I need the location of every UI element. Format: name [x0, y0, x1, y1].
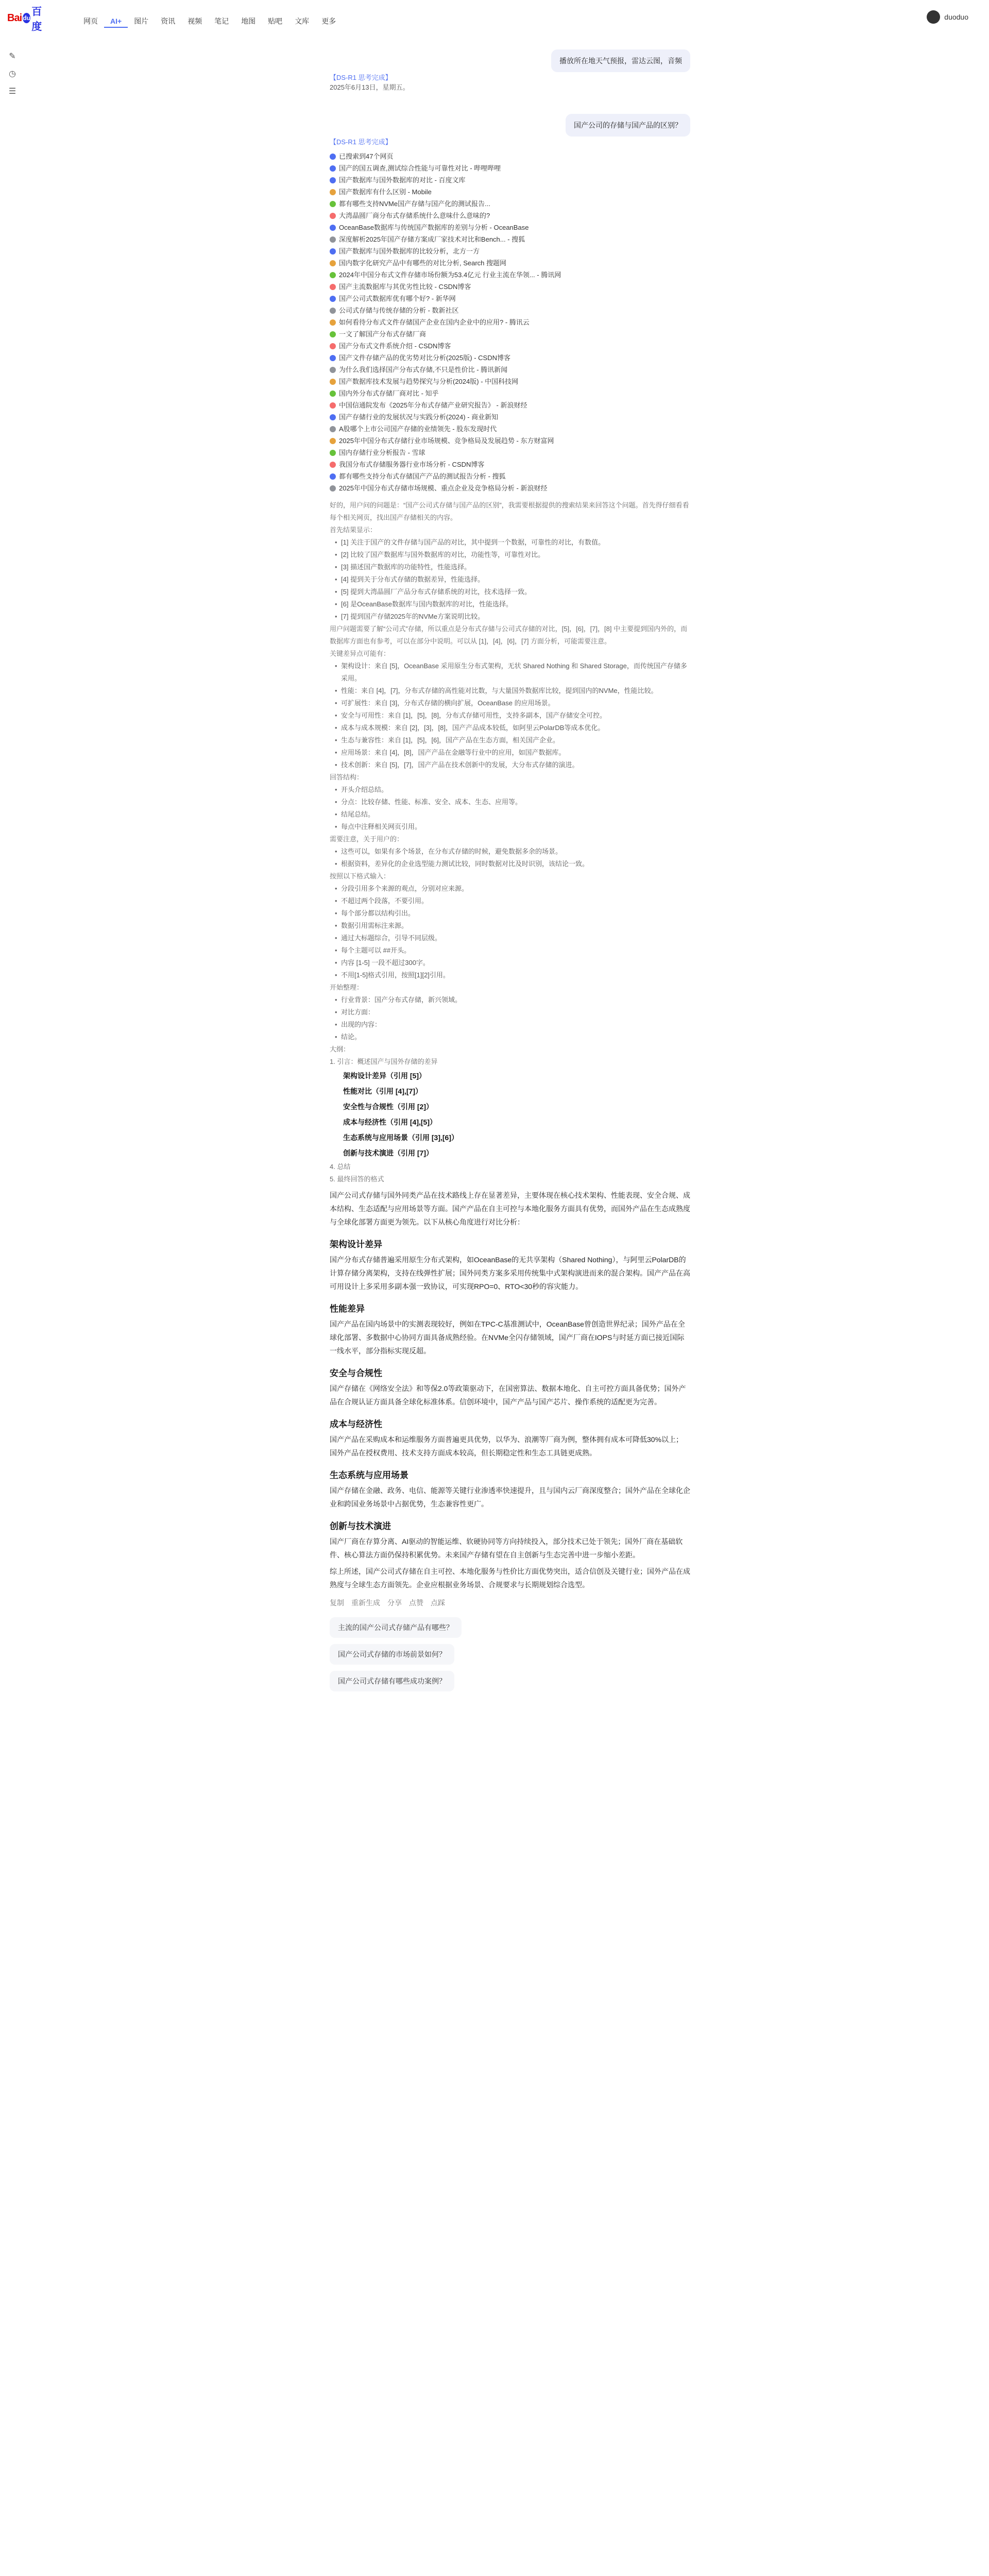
review-item: • [3] 描述国产数据库的功能特性，性能选择。: [335, 561, 690, 573]
format-item: • 数据引用需标注来源。: [335, 920, 690, 932]
reference-title[interactable]: 一文了解国产分布式存储厂商: [339, 330, 427, 338]
key-point: • 安全与可用性：来自 [1]，[5]，[8]，分布式存储可用性，支持多副本，国产存储安全可控。: [335, 709, 690, 722]
search-icon: [330, 154, 336, 160]
reference-title[interactable]: 国产分布式文件系统介绍 - CSDN博客: [339, 342, 451, 350]
reference-title[interactable]: 深度解析2025年国产存储方案成厂家技术对比和Bench... - 搜狐: [339, 235, 525, 243]
format-item: • 内容 [1-5] 一段不超过300字。: [335, 957, 690, 969]
site-icon: [330, 165, 336, 172]
site-icon: [330, 177, 336, 183]
format-item: • 不用[1-5]格式引用，按照[1][2]引用。: [335, 969, 690, 981]
section-body: 国产存储在《网络安全法》和等保2.0等政策驱动下，在国密算法、数据本地化、自主可控方面具备优势；国外产品在合规认证方面具备全球化标准体系。信创环境中，国产产品与国产芯片、操作系统的适配更为完善。: [330, 1384, 686, 1406]
outline-item: 成本与经济性（引用 [4],[5]）: [343, 1118, 437, 1126]
format-item: • 通过大标题综合，引导不同层级。: [335, 932, 690, 944]
site-icon: [330, 462, 336, 468]
action-button[interactable]: 重新生成: [351, 1599, 380, 1607]
reference-title[interactable]: 我国分布式存储服务器行业市场分析 - CSDN博客: [339, 461, 485, 468]
site-icon: [330, 296, 336, 302]
suggestion-chip[interactable]: 国产公司式存储有哪些成功案例？: [330, 1671, 454, 1691]
top-bar: [0, 0, 989, 41]
refs-title: 已搜索到47个网页: [330, 150, 690, 162]
section-heading: 生态系统与应用场景: [330, 1470, 408, 1480]
site-icon: [330, 236, 336, 243]
struct-item: • 结尾总结。: [335, 808, 690, 821]
review-item: • [5] 提到大湾晶圆厂产品分布式存储系统的对比，技术选择一致。: [335, 586, 690, 598]
answer-conclusion: 综上所述，国产公司式存储在自主可控、本地化服务与性价比方面优势突出，适合信创及关键行业；国外产品在成熟度与全球生态方面领先。企业应根据业务场景、合规要求与长期规划综合选型。: [330, 1567, 690, 1589]
site-icon: [330, 414, 336, 420]
reference-item[interactable]: [330, 352, 690, 364]
reference-item[interactable]: [330, 459, 690, 470]
avatar[interactable]: [927, 10, 940, 24]
reference-item[interactable]: [330, 423, 690, 435]
nav-tab[interactable]: AI+: [104, 14, 128, 28]
outline-list: [330, 1068, 690, 1161]
user-menu[interactable]: [927, 10, 968, 24]
logo-text-right: 百度: [31, 6, 42, 32]
site-icon: [330, 391, 336, 397]
reference-item[interactable]: [330, 304, 690, 316]
reference-title[interactable]: 都有哪些支持分布式存储国产产品的测试报告分析 - 搜狐: [339, 472, 506, 480]
site-icon: [330, 402, 336, 409]
key-point: • 架构设计：来自 [5]，OceanBase 采用原生分布式架构，无状 Shared Nothing 和 Shared Storage，而传统国产存储多采用。: [335, 660, 690, 685]
key-points: [330, 660, 690, 771]
section-body: 国产厂商在存算分离、AI驱动的智能运维、软硬协同等方向持续投入，部分技术已处于领先；国外厂商在基础软件、核心算法方面仍保持积累优势。未来国产存储有望在自主创新与生态完善中进一步缩小差距。: [330, 1537, 683, 1559]
reference-item[interactable]: [330, 482, 690, 494]
suggestion-list: [330, 1614, 690, 1694]
reference-item[interactable]: [330, 316, 690, 328]
review-item: • [4] 提到关于分布式存储的数据差异，性能选择。: [335, 573, 690, 586]
reference-title[interactable]: 公司式存储与传统存储的分析 - 数新社区: [339, 307, 459, 314]
outline-item: 创新与技术演进（引用 [7]）: [343, 1149, 433, 1157]
user-name[interactable]: duoduo: [944, 13, 968, 21]
format-item: • 分段引用多个来源的观点，分别对应来源。: [335, 883, 690, 895]
final-answer: [330, 1189, 690, 1591]
reference-title[interactable]: 国内数字化研究产品中有哪些的对比分析, Search 搜题网: [339, 259, 507, 267]
review-title: 首先结果显示：: [330, 526, 377, 534]
section-heading: 架构设计差异: [330, 1240, 382, 1249]
reference-title[interactable]: 国产数据库有什么区别 - Mobile: [339, 188, 432, 196]
opening-item: • 对比方面：: [335, 1006, 690, 1019]
top-nav: [77, 14, 342, 28]
paw-icon: du: [23, 13, 30, 23]
thinking-intro: 好的，用户问的问题是：“国产公司式存储与国产品的区别”，我需要根据提供的搜索结果来回答这个问题。首先得仔细看看每个相关网页，找出国产存储相关的内容。: [330, 501, 689, 521]
answer-actions: [330, 1598, 690, 1608]
site-icon: [330, 355, 336, 361]
key-title: 关键差异点可能有：: [330, 650, 390, 657]
site-icon: [330, 367, 336, 373]
nav-tab[interactable]: 贴吧: [268, 17, 283, 25]
limit-item: • 这些可以，如果有多个场景，在分布式存储的时候，避免数据多余的场景。: [335, 845, 690, 858]
review-list: [330, 536, 690, 623]
nav-tab[interactable]: 笔记: [214, 17, 229, 25]
section-heading: 创新与技术演进: [330, 1521, 391, 1531]
section-body: 国产产品在国内场景中的实测表现较好，例如在TPC-C基准测试中，OceanBase曾创造世界纪录；国外产品在全球化部署、多数据中心协同方面具备成熟经验。在NVMe全闪存储领域，国产厂商在IOPS与时延方面已接近国际一线水平，部分指标实现反超。: [330, 1320, 685, 1355]
plan-end-item: 5. 最终回答的格式: [330, 1175, 384, 1183]
format-title: 按照以下格式输入：: [330, 872, 390, 880]
reference-item[interactable]: [330, 340, 690, 352]
reference-item[interactable]: [330, 210, 690, 222]
site-icon: [330, 308, 336, 314]
chat-thread: [330, 46, 690, 1694]
key-point: • 技术创新：来自 [5]，[7]，国产产品在技术创新中的发展，大分布式存储的演进。: [335, 759, 690, 771]
outline-item: 安全性与合规性（引用 [2]）: [343, 1103, 433, 1111]
reference-title[interactable]: 国产的国五调查,测试综合性能与可靠性对比 - 哔哩哔哩: [339, 164, 501, 172]
reference-item[interactable]: [330, 328, 690, 340]
site-icon: [330, 213, 336, 219]
reference-item[interactable]: [330, 387, 690, 399]
history-icon[interactable]: ◷: [9, 70, 16, 78]
suggestion-chip[interactable]: 主流的国产公司式存储产品有哪些？: [330, 1617, 462, 1638]
section-body: 国产存储在金融、政务、电信、能源等关键行业渗透率快速提升，且与国内云厂商深度整合；国外产品在全球化企业和跨国业务场景中占据优势，生态兼容性更广。: [330, 1486, 690, 1508]
key-point: • 性能：来自 [4]，[7]，分布式存储的高性能对比数，与大量国外数据库比较，提到国内的NVMe，性能比较。: [335, 685, 690, 697]
answer-intro: 国产公司式存储与国外同类产品在技术路线上存在显著差异，主要体现在核心技术架构、性能表现、安全合规、成本结构、生态适配与应用场景等方面。国产产品在自主可控与本地化服务方面具有优势，而国外产品在生态成熟度与全球化部署方面更为领先。以下从核心角度进行对比分析：: [330, 1191, 690, 1226]
reference-item[interactable]: [330, 162, 690, 174]
key-point: • 成本与成本规模：来自 [2]，[3]，[8]，国产产品成本较低，如阿里云PolarDB等成本优化。: [335, 722, 690, 734]
format-item: • 不超过两个段落，不要引用。: [335, 895, 690, 907]
new-chat-icon[interactable]: ✎: [9, 52, 16, 61]
nav-tab[interactable]: 文库: [295, 17, 310, 25]
site-icon: [330, 485, 336, 492]
nav-tab[interactable]: 图片: [134, 17, 149, 25]
site-icon: [330, 426, 336, 432]
format-list: [330, 883, 690, 981]
struct-title: 回答结构：: [330, 773, 364, 781]
struct-item: • 每点中注释相关网页引用。: [335, 821, 690, 833]
site-icon: [330, 260, 336, 266]
reference-item[interactable]: [330, 435, 690, 447]
reference-title[interactable]: 国产数据库与国外数据库的对比 - 百度文库: [339, 176, 466, 184]
site-icon: [330, 331, 336, 337]
user-question-1: 播放所在地天气预报，雷达云图，音频: [551, 49, 690, 72]
reference-item[interactable]: [330, 174, 690, 186]
reference-item[interactable]: [330, 198, 690, 210]
reference-item[interactable]: [330, 257, 690, 269]
key-point: • 应用场景：来自 [4]，[8]，国产产品在金融等行业中的应用，如国产数据库。: [335, 747, 690, 759]
plan-sub: 1. 引言：概述国产与国外存储的差异: [330, 1058, 438, 1065]
nav-tab[interactable]: 视频: [187, 17, 202, 25]
reference-title[interactable]: A股哪个上市公司国产存储的业绩领先 - 股东发现时代: [339, 425, 497, 433]
review-item: • [7] 提到国产存储2025年的NVMe方案说明比较。: [335, 611, 690, 623]
reference-item[interactable]: [330, 470, 690, 482]
reference-item[interactable]: [330, 281, 690, 293]
reference-item[interactable]: [330, 447, 690, 459]
key-point: • 可扩展性：来自 [3]，分布式存储的横向扩展，OceanBase 的应用场景。: [335, 697, 690, 709]
section-body: 国产分布式存储普遍采用原生分布式架构，如OceanBase的无共享架构（Shared Nothing），与阿里云PolarDB的计算存储分离架构，支持在线弹性扩展；国外同类方案多采用传统集中式架构演进而来的混合架构。国产产品在高可用设计上多采用多副本强一致协议，可实现RPO=0、RTO<30秒的容灾能力。: [330, 1256, 690, 1291]
review-item: • [2] 比较了国产数据库与国外数据库的对比，功能性等，可靠性对比。: [335, 549, 690, 561]
sidebar-toggle-icon[interactable]: ☰: [8, 87, 16, 96]
site-icon: [330, 272, 336, 278]
reference-list: [330, 150, 690, 494]
reference-title[interactable]: 国产存储行业的发展状况与实践分析(2024) - 商业新知: [339, 413, 499, 421]
outline-item: 性能对比（引用 [4],[7]）: [343, 1087, 422, 1095]
site-icon: [330, 473, 336, 480]
nav-tab[interactable]: 资讯: [161, 17, 176, 25]
reference-title[interactable]: 都有哪些支持NVMe国产存储与国产化的测试报告...: [339, 200, 490, 208]
section-heading: 成本与经济性: [330, 1419, 382, 1429]
review-item: • [1] 关注于国产的文件存储与国产品的对比，其中提到一个数据，可靠性的对比，有数值。: [335, 536, 690, 549]
reference-title[interactable]: 2024年中国分布式文件存储市场份额为53.4亿元 行业主流在华领... - 腾讯网: [339, 271, 561, 279]
site-icon: [330, 248, 336, 255]
site-icon: [330, 189, 336, 195]
key-point: • 生态与兼容性：来自 [1]，[5]，[6]，国产产品在生态方面，相关国产企业。: [335, 734, 690, 747]
reference-item[interactable]: [330, 293, 690, 304]
site-icon: [330, 343, 336, 349]
section-heading: 安全与合规性: [330, 1368, 382, 1378]
thinking-mid: 用户问题需要了解“公司式”存储，所以重点是分布式存储与公司式存储的对比，[5]，[6]，[7]，[8] 中主要提到国内外的，而数据库方面也有参考，可以在部分中说明。可以从 [1]，[4]，[6]，[7] 方面分析，可能需要注意。: [330, 625, 688, 645]
action-button[interactable]: 分享: [387, 1599, 402, 1607]
site-icon: [330, 319, 336, 326]
reference-item[interactable]: [330, 186, 690, 198]
opening-item: • 结论。: [335, 1031, 690, 1043]
reference-item[interactable]: [330, 245, 690, 257]
reference-item[interactable]: [330, 269, 690, 281]
action-button[interactable]: 点踩: [431, 1599, 445, 1607]
plan-title: 大纲：: [330, 1045, 350, 1053]
suggestion-chip[interactable]: 国产公司式存储的市场前景如何？: [330, 1644, 454, 1665]
struct-item: • 分点：比较存储、性能、标准、安全、成本、生态、应用等。: [335, 796, 690, 808]
format-item: • 每个主题可以 ##开头。: [335, 944, 690, 957]
nav-tab[interactable]: 地图: [241, 17, 256, 25]
thinking-toggle-2[interactable]: 【DS-R1 思考完成】: [330, 138, 392, 146]
reference-title[interactable]: 中国信通院发布《2025年分布式存储产业研究报告》 - 新浪财经: [339, 401, 527, 409]
reference-title[interactable]: 如何看待分布式文件存储国产企业在国内企业中的应用? - 腾讯云: [339, 318, 530, 326]
section-body: 国产产品在采购成本和运维服务方面普遍更具优势，以华为、浪潮等厂商为例，整体拥有成本可降低30%以上；国外产品在授权费用、技术支持方面成本较高，但长期稳定性和生态工具链更成熟。: [330, 1435, 684, 1457]
site-icon: [330, 438, 336, 444]
reference-title[interactable]: 国产文件存储产品的优劣势对比分析(2025版) - CSDN博客: [339, 354, 510, 362]
reference-title[interactable]: 国内存储行业分析报告 - 雪球: [339, 449, 425, 456]
reference-title[interactable]: 国产主流数据库与其优劣性比较 - CSDN博客: [339, 283, 471, 291]
opening-title: 开始整理：: [330, 984, 364, 991]
site-icon: [330, 201, 336, 207]
limit-title: 需要注意，关于用户的：: [330, 835, 404, 843]
nav-tab[interactable]: 网页: [83, 17, 98, 25]
reference-title[interactable]: 2025年中国分布式存储市场规模、重点企业及竞争格局分析 - 新浪财经: [339, 484, 548, 492]
opening-list: [330, 994, 690, 1043]
action-button[interactable]: 复制: [330, 1599, 344, 1607]
reference-item[interactable]: [330, 364, 690, 376]
reference-title[interactable]: 国产数据库与国外数据库的比较分析，北方一方: [339, 247, 480, 255]
opening-item: • 出现的内容：: [335, 1019, 690, 1031]
opening-item: • 行业背景：国产分布式存储，新兴领域。: [335, 994, 690, 1006]
answer-1-date: 2025年6月13日，星期五。: [330, 83, 410, 91]
reference-title[interactable]: 大湾晶圆厂商分布式存储系统什么意味什么意味的?: [339, 212, 490, 219]
logo-text-left: Bai: [7, 12, 22, 24]
action-button[interactable]: 点赞: [409, 1599, 423, 1607]
reference-title[interactable]: 2025年中国分布式存储行业市场规模、竞争格局及发展趋势 - 东方财富网: [339, 437, 554, 445]
left-sidebar: [7, 52, 20, 97]
plan-end-item: 4. 总结: [330, 1163, 351, 1171]
limit-list: [330, 845, 690, 870]
struct-list: [330, 784, 690, 833]
site-icon: [330, 379, 336, 385]
thinking-toggle-1[interactable]: 【DS-R1 思考完成】: [330, 74, 392, 81]
site-icon: [330, 450, 336, 456]
baidu-logo[interactable]: [7, 6, 46, 32]
reference-item[interactable]: [330, 233, 690, 245]
reference-item[interactable]: [330, 376, 690, 387]
outline-item: 架构设计差异（引用 [5]）: [343, 1072, 426, 1080]
nav-tab[interactable]: 更多: [321, 17, 336, 25]
reference-item[interactable]: [330, 222, 690, 233]
limit-item: • 根据资料，差异化的企业选型能力测试比较，同时数据对比及时识别，该结论一致。: [335, 858, 690, 870]
reference-title[interactable]: 国产数据库技术发展与趋势探究与分析(2024版) - 中国科技网: [339, 378, 519, 385]
site-icon: [330, 284, 336, 290]
reference-title[interactable]: 国产公司式数据库优有哪个好? - 新华网: [339, 295, 456, 302]
reference-item[interactable]: [330, 411, 690, 423]
reference-title[interactable]: 为什么我们选择国产分布式存储,不只是性价比 - 腾讯新闻: [339, 366, 508, 374]
site-icon: [330, 225, 336, 231]
struct-item: • 开头介绍总结。: [335, 784, 690, 796]
reference-title[interactable]: OceanBase数据库与传统国产数据库的差别与分析 - OceanBase: [339, 224, 529, 231]
reference-title[interactable]: 国内外分布式存储厂商对比 - 知乎: [339, 389, 439, 397]
user-question-2: 国产公司的存储与国产品的区别？: [566, 114, 690, 137]
section-heading: 性能差异: [330, 1304, 365, 1314]
format-item: • 每个部分都以结构引出。: [335, 907, 690, 920]
outline-item: 生态系统与应用场景（引用 [3],[6]）: [343, 1133, 458, 1142]
reference-item[interactable]: [330, 399, 690, 411]
review-item: • [6] 是OceanBase数据库与国内数据库的对比，性能选择。: [335, 598, 690, 611]
